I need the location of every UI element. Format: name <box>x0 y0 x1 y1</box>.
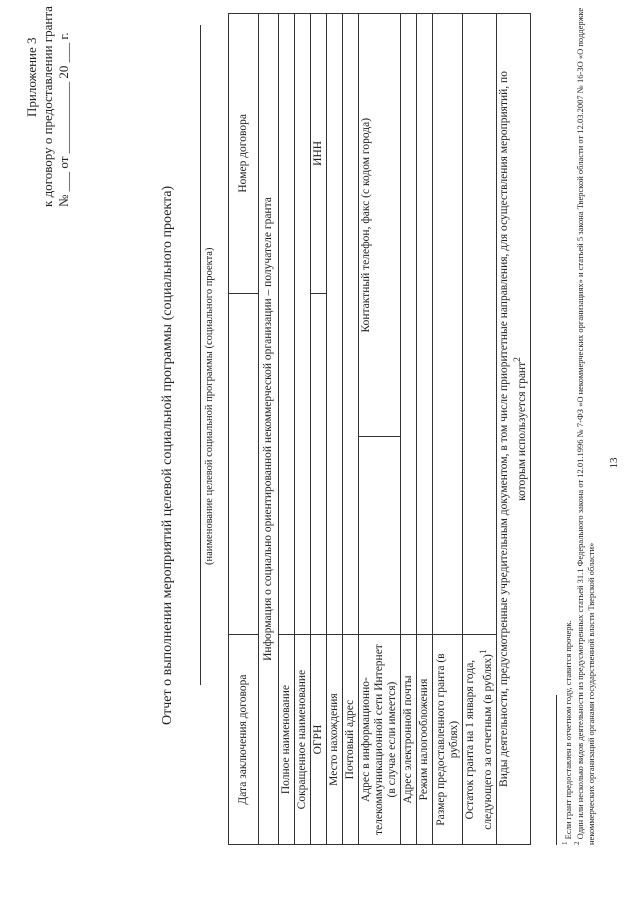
footnote-1-text: Если грант предоставлен в отчетном году, ставится прочерк. <box>562 620 573 840</box>
table-row <box>417 14 433 845</box>
postal-address-label: Почтовый адрес <box>343 635 359 845</box>
contract-date-label: Дата заключения договора <box>229 635 259 845</box>
location-label: Место нахождения <box>327 635 343 845</box>
appendix-number-date: № ___ от ___________ 20 ___ г. <box>56 32 71 207</box>
table-row <box>279 14 295 845</box>
footnote-2-text: Один или несколько видов деятельности из предусмотренных статьей 31.1 Федерального закона от 12.01.1996 № 7-ФЗ «О некоммерческих организациях» и статьей 5 закона Тверской области от 12.03.2007 № 16-ЗО «О поддержке некоммерческих организаций органами государственной власти Тверской области» <box>574 7 596 845</box>
table-row <box>433 14 463 845</box>
footnote-1-mark: 1 <box>561 841 569 845</box>
inn-label: ИНН <box>311 14 327 294</box>
appendix-title: Приложение 3 <box>24 37 39 117</box>
footnote-2-mark: 2 <box>573 841 581 845</box>
report-table <box>228 13 531 845</box>
ogrn-label: ОГРН <box>311 635 327 845</box>
grant-amount-value <box>433 14 463 635</box>
contact-phone-label: Контактный телефон, факс (с кодом города) <box>359 14 401 437</box>
table-row <box>496 14 530 845</box>
grant-balance-value <box>463 14 497 635</box>
document-title: Отчет о выполнении мероприятий целевой социальной программы (социального проекта) <box>160 185 175 725</box>
footnote-separator <box>556 695 557 845</box>
page-number: 13 <box>608 457 620 469</box>
appendix-contract-ref: к договору о предоставлении гранта <box>40 6 55 207</box>
postal-address-value <box>343 14 359 635</box>
table-row <box>359 14 401 845</box>
grant-amount-label: Размер предоставленного гранта (в рублях) <box>433 635 463 845</box>
table-row <box>343 14 359 845</box>
contract-number-label: Номер договора <box>229 14 259 294</box>
short-name-label: Сокращенное наименование <box>295 635 311 845</box>
grant-balance-text: Остаток гранта на 1 января года, следующего за отчетным (в рублях) <box>464 654 494 830</box>
table-row <box>401 14 417 845</box>
email-value <box>401 14 417 635</box>
email-label: Адрес электронной почты <box>401 635 417 845</box>
footnote-ref-2: 2 <box>511 357 523 362</box>
table-row <box>259 14 279 845</box>
table-row <box>327 14 343 845</box>
footnote-2 <box>572 5 597 845</box>
full-name-value <box>279 14 295 635</box>
activities-label <box>496 14 530 845</box>
internet-address-label: Адрес в информационно-телекоммуникационной сети Интернет (в случае если имеется) <box>359 635 401 845</box>
activities-text: Виды деятельности, предусмотренные учредительным документом, в том числе приоритетные направления, для осуществления мероприятий, по которым используется грант <box>497 71 528 787</box>
table-row <box>229 14 259 845</box>
info-header: Информация о социально ориентированной некоммерческой организации – получателе гранта <box>259 14 279 845</box>
appendix-header <box>24 6 72 207</box>
tax-regime-value <box>417 14 433 635</box>
location-value <box>327 14 343 635</box>
contract-date-value <box>229 293 259 634</box>
tax-regime-label: Режим налогообложения <box>417 635 433 845</box>
document-subtitle: (наименование целевой социальной программы (социального проекта) <box>204 247 215 565</box>
table-row <box>295 14 311 845</box>
table-row <box>311 14 327 845</box>
short-name-value <box>295 14 311 635</box>
grant-balance-label <box>463 635 497 845</box>
full-name-label: Полное наименование <box>279 635 295 845</box>
title-underline <box>200 25 201 685</box>
footnote-ref-1: 1 <box>478 649 489 655</box>
table-row <box>463 14 497 845</box>
ogrn-value <box>311 293 327 634</box>
internet-address-value <box>359 437 401 635</box>
